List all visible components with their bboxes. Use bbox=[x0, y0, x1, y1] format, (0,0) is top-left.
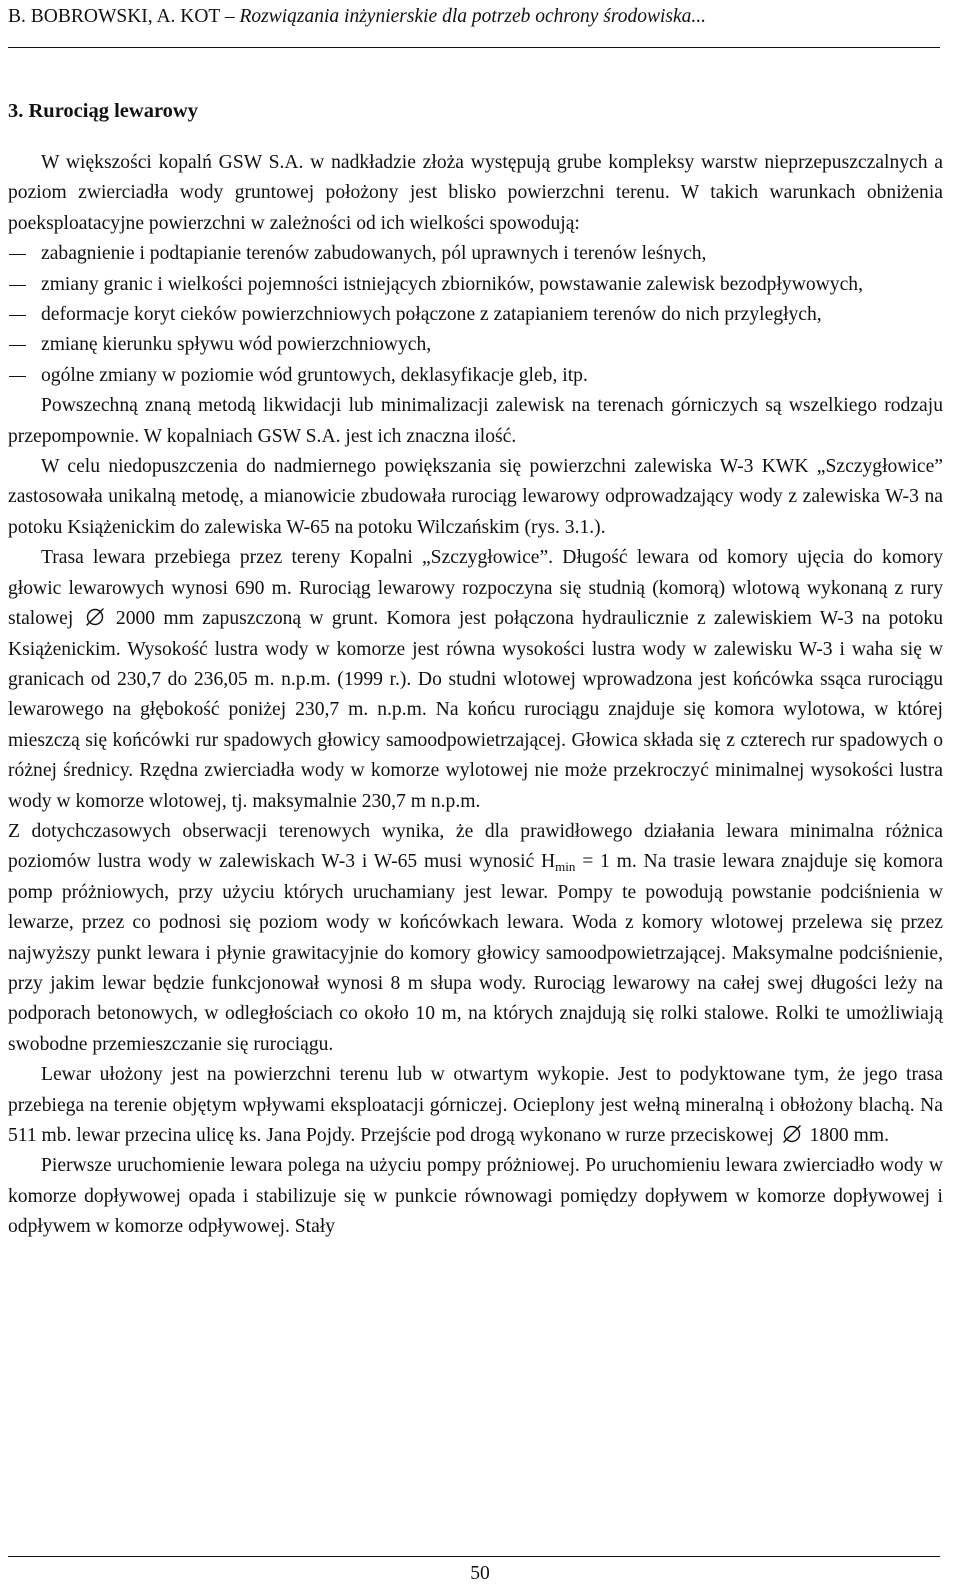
paragraph-route bbox=[8, 543, 943, 817]
list-item bbox=[8, 270, 943, 300]
observations-text-a: Z dotychczasowych obserwacji terenowych wynika, że dla prawidłowego działania lewara minimalna różnica poziomów lustra wody w zalewiskach W-3 i W-65 musi wynosić H bbox=[8, 820, 943, 873]
list-item-text: zmianę kierunku spływu wód powierzchniowych, bbox=[41, 334, 432, 356]
footer-rule bbox=[8, 1556, 940, 1557]
body-text bbox=[8, 148, 943, 1243]
list-item bbox=[8, 330, 943, 360]
header-rule bbox=[8, 47, 940, 48]
paragraph-pumping-stations: Powszechną znaną metodą likwidacji lub minimalizacji zalewisk na terenach górniczych są wszelkiego rodzaju przepompownie. W kopalniach GSW S.A. jest ich znaczna ilość. bbox=[8, 395, 943, 447]
route-text-a: Trasa lewara przebiega przez tereny Kopalni „Szczygłowice”. Długość lewara od komory ujęcia do komory głowic lewarowych wynosi 690 m. Rurociąg lewarowy rozpoczyna się studnią (komorą) wlotową wykonaną z rury stalowej bbox=[8, 547, 943, 630]
list-item-text: deformacje koryt cieków powierzchniowych połączone z zatapianiem terenów do nich przyległych, bbox=[41, 304, 822, 326]
page-number: 50 bbox=[470, 1563, 490, 1584]
h-min-subscript: min bbox=[555, 859, 576, 875]
header-book-title: Rozwiązania inżynierskie dla potrzeb ochrony środowiska... bbox=[239, 6, 707, 27]
section-heading: 3. Rurociąg lewarowy bbox=[8, 100, 198, 122]
lewar-text-a: Lewar ułożony jest na powierzchni terenu lub w otwartym wykopie. Jest to podyktowane tym, że jego trasa przebiega na terenie objętym wpływami eksploatacji górniczej. Ocieplony jest wełną mineralną i obłożony blachą. Na 511 mb. lewar przecina ulicę ks. Jana Pojdy. Przejście pod drogą wykonano w rurze przeciskowej bbox=[8, 1064, 943, 1146]
list-item bbox=[8, 300, 943, 330]
paragraph-observations bbox=[8, 817, 943, 1060]
list-item bbox=[8, 239, 943, 269]
paragraph-lewar-placement bbox=[8, 1060, 943, 1151]
paragraph-w3-reservoir: W celu niedopuszczenia do nadmiernego powiększania się powierzchni zalewiska W-3 KWK „Szczygłowice” zastosowała unikalną metodę, a mianowicie zbudowała rurociąg lewarowy odprowadzający wody z zalewiska W-3 na potoku Książenickim do zalewiska W-65 na potoku Wilczańskim (rys. 3.1.). bbox=[8, 456, 943, 538]
list-item-text: ogólne zmiany w poziomie wód gruntowych, deklasyfikacje gleb, itp. bbox=[41, 364, 588, 386]
list-item-text: zabagnienie i podtapianie terenów zabudowanych, pól uprawnych i terenów leśnych, bbox=[41, 243, 707, 265]
observations-text-b: = 1 m. Na trasie lewara znajduje się komora pomp próżniowych, przy użyciu których uruchamiany jest lewar. Pompy te powodują powstanie podciśnienia w lewarze, przez co podnosi się poziom wody w końcówkach lewara. Woda z komory wlotowej przelewa się przez najwyższy punkt lewara i płynie grawitacyjnie do komory głowicy samoodpowietrzającej. Maksymalne podciśnienie, przy jakim lewar będzie funkcjonował wynosi 8 m słupa wody. Rurociąg lewarowy na całej swej długości leży na podporach betonowych, w odległościach co około 10 m, na których znajdują się rolki stalowe. Rolki te umożliwiają swobodne przemieszczanie się rurociągu. bbox=[8, 851, 943, 1055]
paragraph-first-start: Pierwsze uruchomienie lewara polega na użyciu pompy próżniowej. Po uruchomieniu lewara zwierciadło wody w komorze dopływowej opada i stabilizuje się w punkcie równowagi pomiędzy dopływem w komorze dopływowej i odpływem w komorze odpływowej. Stały bbox=[8, 1155, 943, 1238]
paragraph-intro: W większości kopalń GSW S.A. w nadkładzie złoża występują grube kompleksy warstw nieprzepuszczalnych a poziom zwierciadła wody gruntowej położony jest blisko powierzchni terenu. W takich warunkach obniżenia poeksploatacyjne powierzchni w zależności od ich wielkości spowodują: bbox=[8, 152, 943, 234]
diameter-icon bbox=[782, 1124, 802, 1144]
running-header bbox=[8, 4, 948, 30]
list-item-text: zmiany granic i wielkości pojemności istniejących zbiorników, powstawanie zalewisk bezodpływowych, bbox=[41, 273, 863, 295]
header-authors: B. BOBROWSKI, A. KOT – bbox=[8, 6, 240, 27]
list-item bbox=[8, 361, 943, 391]
diameter-icon bbox=[85, 607, 105, 627]
route-text-b: 2000 mm zapuszczoną w grunt. Komora jest połączona hydraulicznie z zalewiskiem W-3 na potoku Książenickim. Wysokość lustra wody w komorze jest równa wysokości lustra wody w zalewisku W-3 i waha się w granicach od 230,7 do 236,05 m. n.p.m. (1999 r.). Do studni wlotowej wprowadzona jest końcówka ssąca rurociągu lewarowego na głębokość poniżej 230,7 m. n.p.m. Na końcu rurociągu znajduje się komora wylotowa, w której mieszczą się końcówki rur spadowych głowicy samoodpowietrzającej. Głowica składa się z czterech rur spadowych o różnej średnicy. Rzędna zwierciadła wody w komorze wylotowej nie może przekroczyć minimalnej wysokości lustra wody w komorze wlotowej, tj. maksymalnie 230,7 m n.p.m. bbox=[8, 608, 944, 812]
lewar-text-b: 1800 mm. bbox=[809, 1125, 889, 1146]
